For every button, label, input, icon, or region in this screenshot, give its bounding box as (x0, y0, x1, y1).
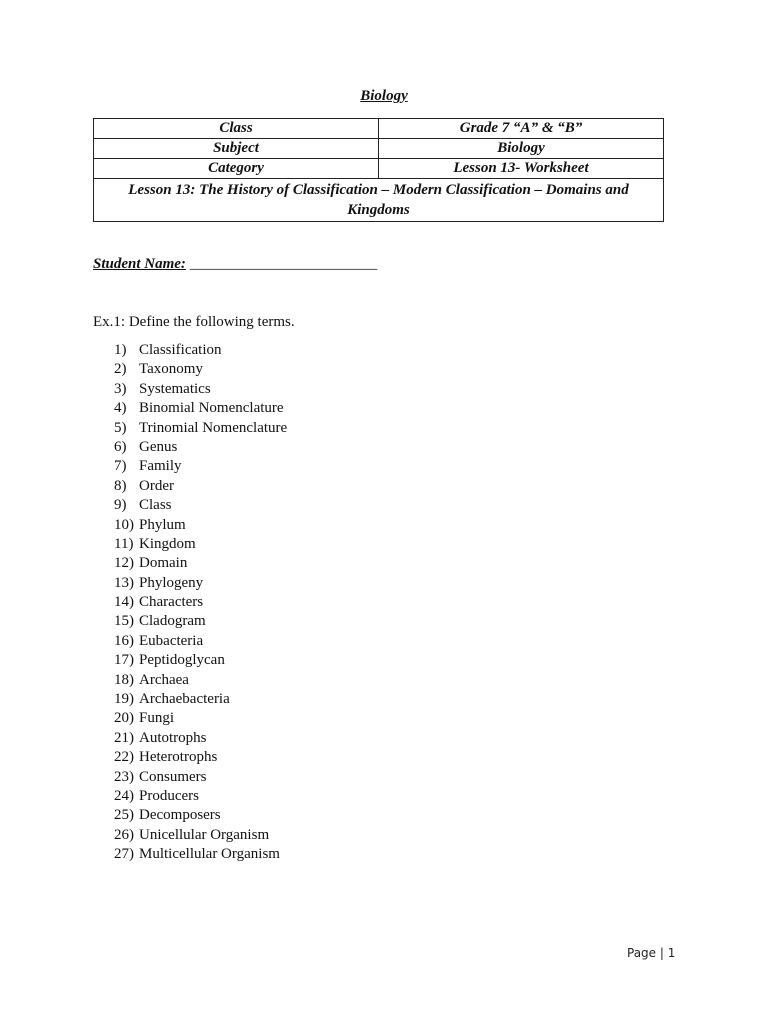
lesson-title: Lesson 13: The History of Classification – Modern Classification – Domains and Kingdoms (94, 179, 664, 222)
term-text: Peptidoglycan (139, 652, 225, 669)
list-item (114, 748, 287, 767)
term-text: Producers (139, 787, 199, 804)
term-text: Characters (139, 594, 204, 611)
list-item (114, 806, 287, 825)
term-text: Consumers (139, 768, 207, 785)
term-text: Phylogeny (139, 574, 204, 591)
list-item (114, 787, 287, 806)
list-item (114, 768, 287, 787)
term-text: Decomposers (139, 807, 221, 824)
term-number: 6) (114, 438, 127, 455)
term-number: 4) (114, 400, 127, 417)
table-row (94, 139, 664, 159)
list-item (114, 593, 287, 612)
term-text: Systematics (139, 380, 211, 397)
term-text: Archaea (139, 671, 189, 688)
term-number: 27) (114, 846, 134, 863)
term-number: 20) (114, 710, 134, 727)
term-number: 23) (114, 768, 134, 785)
term-number: 22) (114, 749, 134, 766)
category-value: Lesson 13- Worksheet (379, 159, 664, 179)
term-text: Binomial Nomenclature (139, 400, 284, 417)
term-text: Multicellular Organism (139, 846, 280, 863)
list-item (114, 554, 287, 573)
list-item (114, 574, 287, 593)
class-value: Grade 7 “A” & “B” (379, 119, 664, 139)
term-number: 3) (114, 380, 127, 397)
term-number: 2) (114, 361, 127, 378)
list-item (114, 438, 287, 457)
page-title: Biology (360, 88, 408, 104)
term-text: Genus (139, 438, 178, 455)
subject-label: Subject (94, 139, 379, 159)
term-text: Fungi (139, 710, 175, 727)
list-item (114, 380, 287, 399)
term-number: 18) (114, 671, 134, 688)
term-text: Heterotrophs (139, 749, 218, 766)
term-text: Order (139, 477, 174, 494)
list-item (114, 612, 287, 631)
list-item (114, 709, 287, 728)
term-number: 19) (114, 691, 134, 708)
term-text: Unicellular Organism (139, 826, 270, 843)
list-item (114, 845, 287, 864)
student-name-blank: _________________________ (189, 256, 378, 272)
table-row (94, 179, 664, 222)
list-item (114, 535, 287, 554)
list-item (114, 690, 287, 709)
student-name-label: Student Name: (93, 256, 186, 272)
term-number: 24) (114, 787, 134, 804)
student-name-line (93, 256, 377, 273)
table-row (94, 159, 664, 179)
list-item (114, 457, 287, 476)
term-number: 5) (114, 419, 127, 436)
list-item (114, 341, 287, 360)
term-number: 14) (114, 594, 134, 611)
list-item (114, 419, 287, 438)
table-row (94, 119, 664, 139)
term-number: 7) (114, 458, 127, 475)
list-item (114, 729, 287, 748)
term-number: 9) (114, 497, 127, 514)
term-text: Domain (139, 555, 188, 572)
subject-value: Biology (379, 139, 664, 159)
list-item (114, 826, 287, 845)
term-number: 16) (114, 632, 134, 649)
exercise-heading: Ex.1: Define the following terms. (93, 314, 295, 330)
list-item (114, 360, 287, 379)
term-text: Kingdom (139, 535, 196, 552)
term-text: Family (139, 458, 182, 475)
term-text: Trinomial Nomenclature (139, 419, 288, 436)
term-text: Phylum (139, 516, 186, 533)
terms-list (114, 341, 287, 865)
term-text: Taxonomy (139, 361, 203, 378)
term-number: 21) (114, 729, 134, 746)
list-item (114, 632, 287, 651)
term-number: 12) (114, 555, 134, 572)
course-info-table (93, 118, 664, 222)
term-number: 10) (114, 516, 134, 533)
term-number: 17) (114, 652, 134, 669)
term-text: Eubacteria (139, 632, 204, 649)
term-text: Autotrophs (139, 729, 207, 746)
class-label: Class (94, 119, 379, 139)
list-item (114, 671, 287, 690)
term-text: Classification (139, 342, 222, 358)
term-number: 13) (114, 574, 134, 591)
term-number: 11) (114, 535, 134, 552)
term-number: 1) (114, 342, 127, 358)
term-number: 15) (114, 613, 134, 630)
list-item (114, 399, 287, 418)
list-item (114, 496, 287, 515)
term-text: Cladogram (139, 613, 206, 630)
term-text: Archaebacteria (139, 691, 230, 708)
page-number: Page | 1 (627, 946, 676, 960)
term-number: 26) (114, 826, 134, 843)
list-item (114, 516, 287, 535)
term-number: 25) (114, 807, 134, 824)
category-label: Category (94, 159, 379, 179)
term-text: Class (139, 497, 172, 514)
list-item (114, 477, 287, 496)
list-item (114, 651, 287, 670)
term-number: 8) (114, 477, 127, 494)
